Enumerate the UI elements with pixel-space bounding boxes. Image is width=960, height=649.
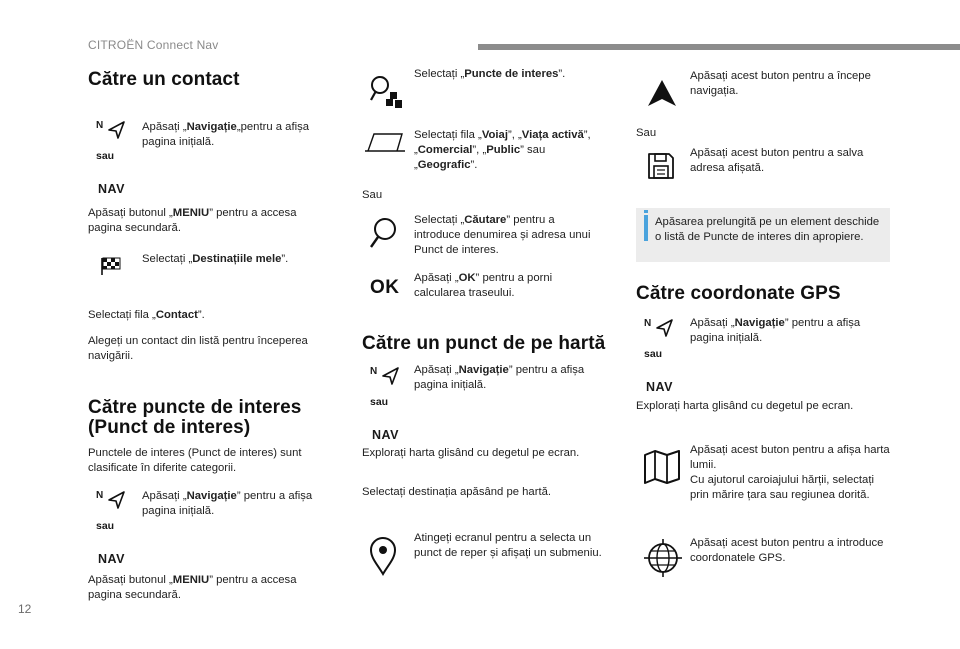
start-navigation-icon — [646, 78, 678, 108]
map-explore: Explorați harta glisând cu degetul pe ecran. — [362, 447, 580, 459]
gps-step-navigatie: Apăsați „Navigație” pentru a afișa pagina inițială. — [690, 317, 861, 344]
nav-sau: sau — [370, 396, 389, 408]
sau-text: Sau — [362, 189, 383, 201]
map-step-navigatie: Apăsați „Navigație” pentru a afișa pagina inițială. — [414, 364, 585, 391]
step-fila-categorii: Selectați fila „Voiaj”, „Viața activă”, „Comercial”, „Public” sau „Geografic”. — [414, 129, 591, 171]
nav-sau: sau — [644, 348, 663, 360]
nav-label: NAV — [646, 380, 673, 394]
header-brand: CITROËN Connect Nav — [88, 38, 219, 52]
gps-coords-text: Apăsați acest buton pentru a introduce coordonatele GPS. — [690, 537, 884, 564]
title-poi: Către puncte de interes (Punct de interes) — [88, 397, 302, 438]
world-map-text: Apăsați acest buton pentru a afișa harta lumii. Cu ajutorul caroiajului hărții, selectați prin mărire țara sau regiunea dorită. — [690, 444, 890, 501]
title-map-point: Către un punct de pe hartă — [362, 333, 606, 354]
ok-icon: OK — [370, 277, 400, 298]
map-touch: Atingeți ecranul pentru a selecta un punct de reper și afișați un submeniu. — [414, 532, 602, 559]
step-navigatie: Apăsați „Navigație„pentru a afișa pagina inițială. — [142, 121, 310, 148]
map-pin-icon — [369, 536, 397, 576]
header-bar — [478, 44, 960, 50]
map-select: Selectați destinația apăsând pe hartă. — [362, 486, 552, 498]
checkered-flag-icon — [100, 256, 122, 276]
nav-label: NAV — [98, 182, 125, 196]
navigation-arrow-icon — [380, 366, 400, 386]
step-cautare: Selectați „Căutare” pentru a introduce denumirea și adresa unui Punct de interes. — [414, 214, 591, 256]
navigation-arrow-icon — [106, 120, 126, 140]
nav-sau: sau — [96, 520, 115, 532]
step-meniu: Apăsați butonul „MENIU” pentru a accesa pagina secundară. — [88, 207, 297, 234]
save-icon — [646, 151, 676, 181]
nav-label: NAV — [98, 552, 125, 566]
step-destinatii: Selectați „Destinațiile mele”. — [142, 253, 289, 265]
title-contact: Către un contact — [88, 69, 240, 90]
poi-intro: Punctele de interes (Punct de interes) sunt clasificate în diferite categorii. — [88, 447, 302, 474]
nav-label: NAV — [372, 428, 399, 442]
info-icon — [644, 215, 648, 241]
poi-step-meniu: Apăsați butonul „MENIU” pentru a accesa pagina secundară. — [88, 574, 297, 601]
step-alege-contact: Alegeți un contact din listă pentru începerea navigării. — [88, 335, 308, 362]
save-text: Apăsați acest buton pentru a salva adresa afișată. — [690, 147, 864, 174]
info-note — [636, 208, 890, 262]
step-ok: Apăsați „OK” pentru a porni calcularea traseului. — [414, 272, 553, 299]
nav-sau: sau — [96, 150, 115, 162]
poi-step-navigatie: Apăsați „Navigație” pentru a afișa pagina inițială. — [142, 490, 313, 517]
navigation-arrow-icon — [654, 318, 674, 338]
info-note-text: Apăsarea prelungită pe un element deschide o listă de Puncte de interes din apropiere. — [655, 216, 880, 243]
nav-arrow-letter: N — [644, 318, 652, 329]
world-map-icon — [643, 449, 681, 485]
step-poi-select: Selectați „Puncte de interes”. — [414, 68, 566, 80]
title-gps: Către coordonate GPS — [636, 283, 841, 304]
gps-explore: Explorați harta glisând cu degetul pe ecran. — [636, 400, 854, 412]
step-contact: Selectați fila „Contact”. — [88, 309, 205, 321]
nav-arrow-letter: N — [370, 366, 378, 377]
sau-text-2: Sau — [636, 127, 657, 139]
page-number: 12 — [18, 602, 32, 616]
nav-arrow-letter: N — [96, 490, 104, 501]
tab-icon — [364, 131, 406, 155]
nav-arrow-letter: N — [96, 120, 104, 131]
search-icon — [368, 217, 398, 249]
poi-search-icon — [368, 74, 404, 110]
gps-globe-icon — [643, 538, 683, 578]
start-nav-text: Apăsați acest buton pentru a începe navigația. — [690, 70, 871, 97]
navigation-arrow-icon — [106, 490, 126, 510]
